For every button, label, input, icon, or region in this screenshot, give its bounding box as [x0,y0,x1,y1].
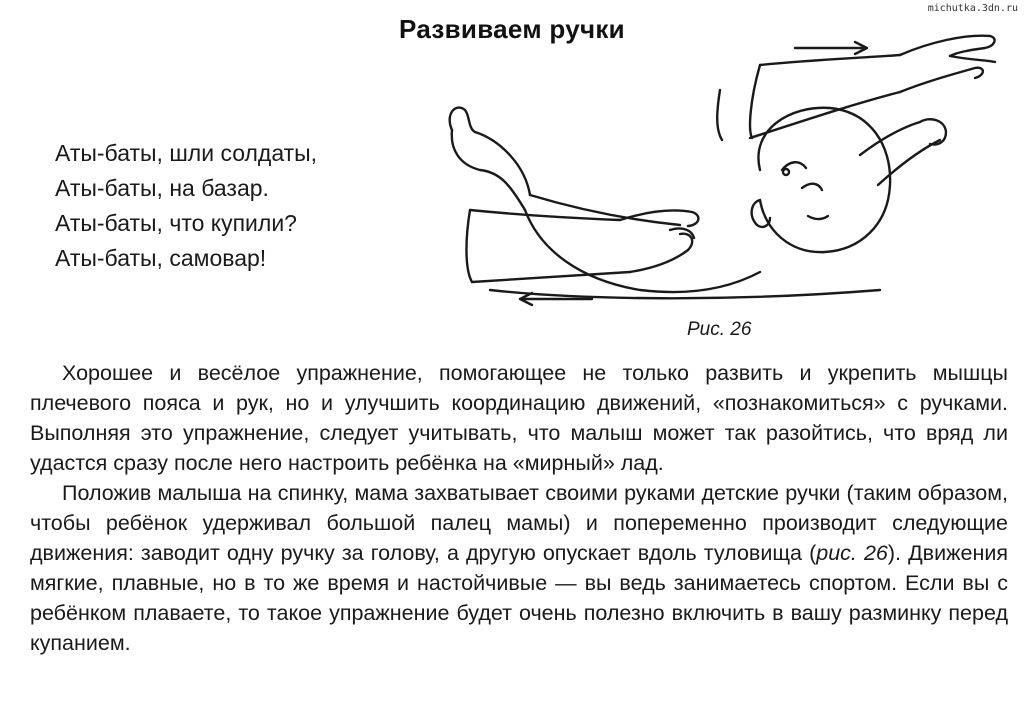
poem-line: Аты-баты, что купили? [55,210,297,236]
page-title: Развиваем ручки [399,14,625,44]
watermark: michutka.3dn.ru [927,3,1018,14]
article-body [30,358,1008,658]
paragraph [30,478,1008,658]
poem-line: Аты-баты, шли солдаты, [55,140,318,166]
paragraph-text: Положив малыша на спинку, мама захватывает своими руками детские ручки (таким образом, чтобы ребёнок удерживал большой палец мамы) и попеременно производит следующие движения: заводит одну ручку за голову, а другую опускает вдоль туловища ( [30,481,1008,565]
figure-reference: рис. 26 [816,541,888,565]
baby-exercise-illustration [430,20,1020,320]
poem [55,136,317,276]
paragraph-text: ). Движения мягкие, плавные, но в то же время и настойчивые — вы ведь занимаетесь спортом. Если вы с ребёнком плаваете, то такое упражнение будет очень полезно включить в вашу разминку перед купанием. [30,541,1008,655]
paragraph: Хорошее и весёлое упражнение, помогающее не только развить и укрепить мышцы плечевого пояса и рук, но и улучшить координацию движений, «познакомиться» с ручками. Выполняя это упражнение, следует учитывать, что малыш может так разойтись, что вряд ли удастся сразу после него настроить ребёнка на «мирный» лад. [30,361,1008,475]
poem-line: Аты-баты, самовар! [55,245,267,271]
figure-caption: Рис. 26 [687,319,752,340]
poem-line: Аты-баты, на базар. [55,175,269,201]
arrow-right-icon [795,42,867,54]
